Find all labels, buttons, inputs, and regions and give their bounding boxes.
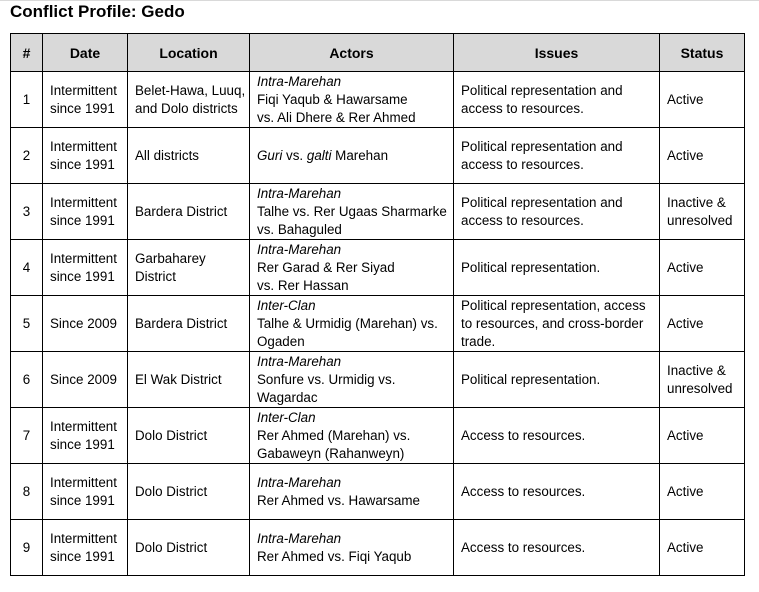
cell-actors xyxy=(250,520,454,576)
date-line: Intermittent xyxy=(50,474,117,490)
table-row xyxy=(11,184,745,240)
top-divider xyxy=(0,0,759,1)
date-line: since 1991 xyxy=(50,156,115,172)
column-header-status: Status xyxy=(660,34,745,72)
table-row xyxy=(11,128,745,184)
cell-status xyxy=(660,520,745,576)
cell-actors xyxy=(250,184,454,240)
actors-heading: Intra-Marehan xyxy=(257,474,342,490)
cell-status xyxy=(660,240,745,296)
location-line: El Wak District xyxy=(135,371,222,387)
cell-issues xyxy=(454,520,660,576)
status-line: unresolved xyxy=(667,380,733,396)
status-line: Active xyxy=(667,483,704,499)
actors-fragment: Marehan xyxy=(331,147,389,163)
cell-issues xyxy=(454,240,660,296)
cell-number: 3 xyxy=(11,184,43,240)
issues-line: trade. xyxy=(461,333,496,349)
column-header-number: # xyxy=(11,34,43,72)
cell-status xyxy=(660,352,745,408)
date-line: Intermittent xyxy=(50,82,117,98)
actors-line: vs. Rer Hassan xyxy=(257,277,349,293)
cell-date xyxy=(43,520,128,576)
actors-line: Wagardac xyxy=(257,389,318,405)
actors-line: Rer Ahmed vs. Fiqi Yaqub xyxy=(257,548,412,564)
actors-heading: Intra-Marehan xyxy=(257,353,342,369)
cell-issues xyxy=(454,128,660,184)
status-line: Active xyxy=(667,259,704,275)
cell-issues xyxy=(454,408,660,464)
issues-line: Political representation and xyxy=(461,82,623,98)
table-row xyxy=(11,240,745,296)
cell-location xyxy=(128,240,250,296)
cell-actors xyxy=(250,464,454,520)
actors-line: Ogaden xyxy=(257,333,305,349)
cell-number: 7 xyxy=(11,408,43,464)
issues-line: Political representation and xyxy=(461,194,623,210)
actors-fragment: galti xyxy=(306,147,332,163)
cell-number: 6 xyxy=(11,352,43,408)
cell-status xyxy=(660,184,745,240)
actors-line: vs. Ali Dhere & Rer Ahmed xyxy=(257,109,416,125)
issues-line: Political representation. xyxy=(461,371,601,387)
table-row xyxy=(11,408,745,464)
cell-date xyxy=(43,128,128,184)
cell-actors xyxy=(250,72,454,128)
cell-location xyxy=(128,408,250,464)
actors-heading: Intra-Marehan xyxy=(257,185,342,201)
status-line: Inactive & xyxy=(667,194,726,210)
actors-heading: Intra-Marehan xyxy=(257,530,342,546)
date-line: Intermittent xyxy=(50,194,117,210)
date-line: since 1991 xyxy=(50,548,115,564)
date-line: Intermittent xyxy=(50,530,117,546)
location-line: Dolo District xyxy=(135,427,208,443)
actors-line: Sonfure vs. Urmidig vs. xyxy=(257,371,396,387)
cell-number: 2 xyxy=(11,128,43,184)
date-line: Intermittent xyxy=(50,418,117,434)
status-line: Active xyxy=(667,147,704,163)
location-line: Dolo District xyxy=(135,483,208,499)
status-line: Active xyxy=(667,315,704,331)
cell-issues xyxy=(454,464,660,520)
cell-status xyxy=(660,72,745,128)
actors-heading: Inter-Clan xyxy=(257,297,316,313)
location-line: and Dolo districts xyxy=(135,100,238,116)
issues-line: Access to resources. xyxy=(461,427,586,443)
issues-line: access to resources. xyxy=(461,212,584,228)
cell-actors xyxy=(250,296,454,352)
status-line: Active xyxy=(667,539,704,555)
column-header-location: Location xyxy=(128,34,250,72)
cell-number: 1 xyxy=(11,72,43,128)
actors-line xyxy=(257,147,453,165)
issues-line: Political representation and xyxy=(461,138,623,154)
cell-number: 9 xyxy=(11,520,43,576)
actors-line: Rer Ahmed vs. Hawarsame xyxy=(257,492,420,508)
cell-location xyxy=(128,296,250,352)
cell-issues xyxy=(454,352,660,408)
cell-actors xyxy=(250,240,454,296)
column-header-date: Date xyxy=(43,34,128,72)
cell-actors xyxy=(250,128,454,184)
issues-line: access to resources. xyxy=(461,100,584,116)
location-line: Dolo District xyxy=(135,539,208,555)
actors-line: Rer Garad & Rer Siyad xyxy=(257,259,395,275)
cell-issues xyxy=(454,184,660,240)
conflict-table xyxy=(10,33,745,576)
cell-location xyxy=(128,352,250,408)
cell-date xyxy=(43,72,128,128)
table-row xyxy=(11,352,745,408)
actors-fragment: Guri xyxy=(257,147,283,163)
table-row xyxy=(11,72,745,128)
cell-date xyxy=(43,240,128,296)
issues-line: to resources, and cross-border xyxy=(461,315,644,331)
cell-date xyxy=(43,408,128,464)
date-line: since 1991 xyxy=(50,268,115,284)
location-line: Garbaharey xyxy=(135,250,206,266)
location-line: District xyxy=(135,268,176,284)
table-body xyxy=(11,72,745,576)
column-header-actors: Actors xyxy=(250,34,454,72)
table-header-row xyxy=(11,34,745,72)
cell-status xyxy=(660,296,745,352)
issues-line: Access to resources. xyxy=(461,539,586,555)
table-row xyxy=(11,464,745,520)
date-line: since 1991 xyxy=(50,436,115,452)
cell-number: 4 xyxy=(11,240,43,296)
issues-line: Political representation. xyxy=(461,259,601,275)
cell-location xyxy=(128,72,250,128)
status-line: unresolved xyxy=(667,212,733,228)
column-header-issues: Issues xyxy=(454,34,660,72)
status-line: Active xyxy=(667,427,704,443)
issues-line: Access to resources. xyxy=(461,483,586,499)
cell-actors xyxy=(250,408,454,464)
actors-line: vs. Bahaguled xyxy=(257,221,342,237)
location-line: Bardera District xyxy=(135,315,228,331)
cell-location xyxy=(128,520,250,576)
cell-status xyxy=(660,408,745,464)
cell-number: 5 xyxy=(11,296,43,352)
issues-line: access to resources. xyxy=(461,156,584,172)
cell-location xyxy=(128,128,250,184)
table-row xyxy=(11,520,745,576)
cell-date xyxy=(43,352,128,408)
date-line: Intermittent xyxy=(50,250,117,266)
actors-heading: Intra-Marehan xyxy=(257,73,342,89)
page-title: Conflict Profile: Gedo xyxy=(10,2,185,21)
status-line: Active xyxy=(667,91,704,107)
actors-heading: Inter-Clan xyxy=(257,409,316,425)
cell-status xyxy=(660,128,745,184)
date-line: Since 2009 xyxy=(50,371,118,387)
date-line: since 1991 xyxy=(50,100,115,116)
actors-line: Fiqi Yaqub & Hawarsame xyxy=(257,91,408,107)
cell-date xyxy=(43,184,128,240)
actors-line: Talhe & Urmidig (Marehan) vs. xyxy=(257,315,438,331)
cell-issues xyxy=(454,72,660,128)
date-line: since 1991 xyxy=(50,212,115,228)
actors-line: Rer Ahmed (Marehan) vs. xyxy=(257,427,411,443)
date-line: Intermittent xyxy=(50,138,117,154)
cell-date xyxy=(43,296,128,352)
date-line: since 1991 xyxy=(50,492,115,508)
status-line: Inactive & xyxy=(667,362,726,378)
actors-line: Talhe vs. Rer Ugaas Sharmarke xyxy=(257,203,447,219)
cell-location xyxy=(128,464,250,520)
cell-location xyxy=(128,184,250,240)
table-row xyxy=(11,296,745,352)
cell-number: 8 xyxy=(11,464,43,520)
actors-heading: Intra-Marehan xyxy=(257,241,342,257)
location-line: Bardera District xyxy=(135,203,228,219)
cell-date xyxy=(43,464,128,520)
actors-fragment: vs. xyxy=(282,147,307,163)
location-line: All districts xyxy=(135,147,199,163)
cell-status xyxy=(660,464,745,520)
issues-line: Political representation, access xyxy=(461,297,646,313)
location-line: Belet-Hawa, Luuq, xyxy=(135,82,246,98)
actors-line: Gabaweyn (Rahanweyn) xyxy=(257,445,405,461)
date-line: Since 2009 xyxy=(50,315,118,331)
cell-issues xyxy=(454,296,660,352)
cell-actors xyxy=(250,352,454,408)
